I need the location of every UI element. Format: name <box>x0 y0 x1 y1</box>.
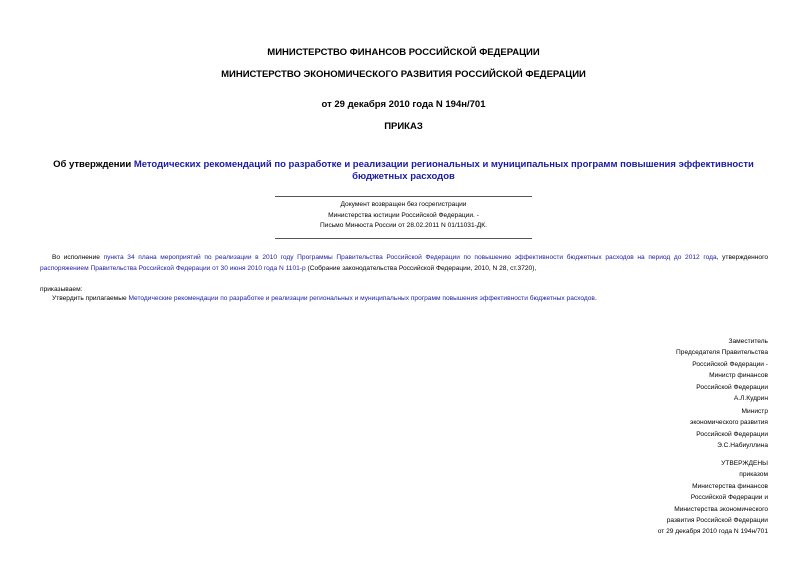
title-prefix: Об утверждении <box>53 159 134 170</box>
ministry-finance-heading: МИНИСТЕРСТВО ФИНАНСОВ РОССИЙСКОЙ ФЕДЕРАЦИИ <box>267 47 540 58</box>
note-line-1: Документ возвращен без госрегистрации <box>340 201 467 208</box>
preamble-mid: , утвержденного <box>716 254 769 261</box>
note-divider-top <box>275 196 532 197</box>
order-word: приказываем: <box>40 286 83 293</box>
ministry-economy-heading: МИНИСТЕРСТВО ЭКОНОМИЧЕСКОГО РАЗВИТИЯ РОССИЙСКОЙ ФЕДЕРАЦИИ <box>221 69 586 80</box>
preamble-start: Во исполнение <box>52 254 104 261</box>
preamble-paragraph <box>40 252 768 274</box>
approved-line: Министерства финансов <box>692 482 768 490</box>
recommendations-link[interactable]: Методические рекомендации по разработке и реализации региональных и муниципальных программ повышения эффективности бюджетных расходов <box>128 295 595 302</box>
sig1-line: Министр финансов <box>709 372 768 380</box>
approval-stamp <box>658 458 768 538</box>
order-type-heading: ПРИКАЗ <box>384 121 423 132</box>
title-link[interactable]: Методических рекомендаций по разработке и реализации региональных и муниципальных программ повышения эффективности бюджетных расходов <box>133 159 754 182</box>
sig2-line: Российской Федерации <box>696 430 768 438</box>
approval-paragraph <box>52 293 768 304</box>
document-title <box>40 159 767 183</box>
approval-end: . <box>594 295 597 302</box>
sig1-line: Заместитель <box>728 338 768 345</box>
sig2-line: экономического развития <box>689 419 768 427</box>
approved-line: от 29 декабря 2010 года N 194н/701 <box>657 528 768 536</box>
approved-line: Российской Федерации и <box>690 494 768 502</box>
approved-line: Министерства экономического <box>674 505 768 513</box>
signature-finance-minister <box>676 336 768 404</box>
approved-line: УТВЕРЖДЕНЫ <box>721 460 768 467</box>
government-order-link[interactable]: распоряжением Правительства Российской Федерации от 30 июня 2010 года N 1101-р <box>40 265 306 272</box>
plan-item-link[interactable]: пункта 34 плана мероприятий по реализации в 2010 году Программы Правительства Российской Федерации по повышению эффективности бюджетных расходов на период до 2012 года <box>103 254 717 261</box>
note-divider-bottom <box>275 238 532 239</box>
approved-line: приказом <box>739 471 768 479</box>
approval-start: Утвердить прилагаемые <box>52 295 129 302</box>
sig1-line: Российской Федерации <box>696 383 768 391</box>
note-line-3: Письмо Минюста России от 28.02.2011 N 01/11031-ДК. <box>320 222 487 229</box>
sig2-name: Э.С.Набиуллина <box>717 442 768 450</box>
registration-note <box>0 200 807 232</box>
note-line-2: Министерства юстиции Российской Федерации. - <box>328 211 479 219</box>
sig1-line: Российской Федерации - <box>692 360 768 368</box>
signature-economy-minister <box>690 406 768 452</box>
order-date-number: от 29 декабря 2010 года N 194н/701 <box>321 99 486 110</box>
sig2-line: Министр <box>741 408 768 415</box>
preamble-end: (Собрание законодательства Российской Федерации, 2010, N 28, ст.3720), <box>305 265 537 272</box>
approved-line: развития Российской Федерации <box>666 517 768 525</box>
sig1-name: А.Л.Кудрин <box>733 395 768 403</box>
sig1-line: Председателя Правительства <box>676 349 768 357</box>
